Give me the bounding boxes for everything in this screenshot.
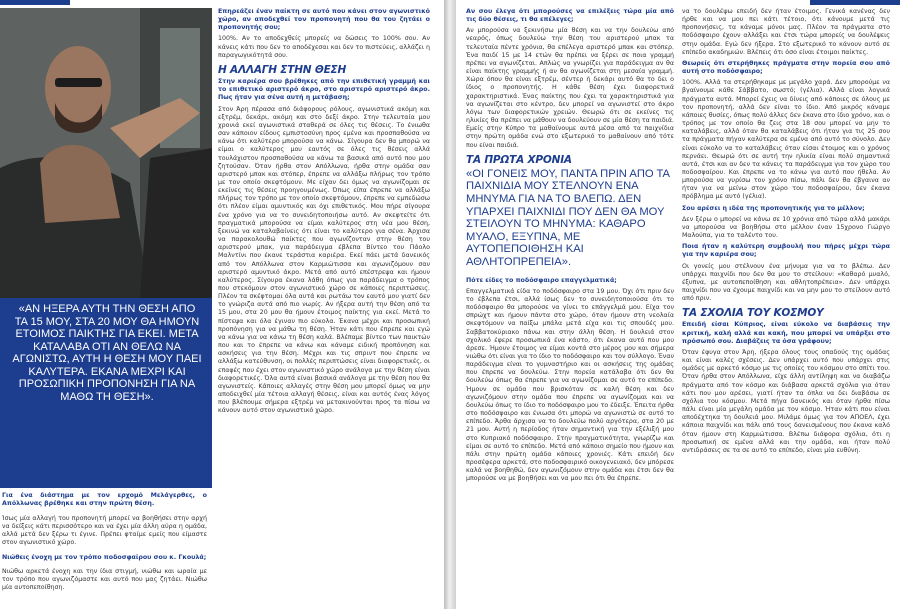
left-page <box>0 0 444 609</box>
question: Πότε είδες το ποδόσφαιρο επαγγελματικά; <box>466 276 617 284</box>
answer: Στον Άρη πέρασα από διάφορους ρόλους, αγωνιστικά ακόμη και εξτρέμ, δεκάρι, ακόμη και στο δεξί άκρο. Στην τελευταία μου χρονιά εκεί αγωνιστικά σταθερά σε όλες τις θέσεις. Το ένιωθα σαν κάποιον είδους εμπιστοσύνη προς εμένα και προσπαθούσα να κάνω ότι καλύτερο μπορούσα να κάνω. Σίγουρα δεν θα μπορώ να είμαι ο καλύτερος μου εαυτός σε όλες τις θέσεις αλλά τουλάχιστον προσπαθούσα να κάνω τα βασικά από αυτό που μου ζητούσαν. Όταν ήρθα στον Απόλλωνα, ήρθα στην ομάδα σαν αριστερό μπακ και στόπερ, έπρεπε να αλλάξω πλήρως τον τρόπο με τον οποίο σκεφτόμουν. Με είχαν δει όμως να αγωνίζομαι σε εκείνες τις θέσεις προηγουμένως. Όπως είπα έπρεπε να αλλάξω πλήρως τον τρόπο με τον οποίο σκεφτόμουν, έπρεπε να εμπεδώσω ότι πλέον είμαι αμυντικός και όχι επιθετικός. Μου πήρε σίγουρα ένα χρόνο για να το συνειδητοποιήσω αυτό. Αν σκεφτείτε ότι πραγματικά μπορούσα να είμαι καλύτερος στη νέα μου θέση, ξεκινώ να καταλαβαίνεις ότι είναι το καλύτερο για σένα. Άρχισα να παρακολουθώ παίκτες που αγωνίζονταν στην θέση του αριστερού μπακ, για παράδειγμα έβλεπα Βίντεο του Πάολο Μαλντίνι που έκανε τεράστια καριέρα. Εκεί πάει μετά δανεικός από τον Απόλλωνα στον Καρμιώτισσα και αγωνιζόμουν σαν αριστερό αμυντικό άκρο. Μετά από αυτό επέστρεψα και ήμουν καλύτερος. Σίγουρα έκανα λάθη όπως για παράδειγμα ο τρόπος που στεκόμουν στον αγωνιστικό χώρο σε κάποιες περιπτώσεις. Πλέον τα σκέφτομαι όλα αυτά και ρωτάω τον εαυτό μου γιατί δεν το γνώριζα αυτά από πιο νωρίς. Αν ήξερα αυτή την θέση από τα 15 μου, στα 20 μου θα ήμουν έτοιμος παίκτης για εκεί. Μετά το πίστεψα και όλα έγιναν πιο εύκολα. Έκανα μέχρι και προσωπική προπόνηση για να μάθω τη θέση. Ήταν κάτι που έπρεπε και εγώ να κάνω για να κάνω τη θέση καλά. Βλέπαμε βίντεο των παικτών που και το έπρεπε να κάνω και κάναμε ειδική προπόνηση και ασκήσεις για την θέση. Μέχρι και τις σπριντ που έπρεπε να αλλάξω κατεύθυνση, οι πολλές περιπτώσεις είναι διαφορετικές, οι επαφές που έχει στον αγωνιστικό χώρο ανάλογα με την θέση είναι διαφορετικές. Όλα αυτά είναι βασικά ανάλογα με την θέση που θα αγωνιστείς. Κάποιες αλλαγές στην θέση μου μπορεί όμως να μην αποδειχθεί μία τέτοια αλλαγή θέσεις, είναι και αυτός ένας λόγος που βλέπουμε σήμερα εξτρέμ να μετακινούνται προς τα πίσω να κάνουν αυτό στον αγωνιστικό χώρο. <box>218 105 430 415</box>
answer: 100%. Αν το αποδεχθείς μπορείς να δώσεις το 100% σου. Αν κάνεις κάτι που δεν το αποδέχεσαι και δεν το πιστεύεις, αλλάζει η παραγωγικότητά σου. <box>218 35 430 59</box>
question: Αν σου έλεγα ότι μπορούσες να επιλέξεις τώρα μία από τις δύο θέσεις, τι θα επέλεγες; <box>466 8 674 24</box>
answer: Όταν έφυγα στον Άρη, ήξερα όλους τους οπαδούς της ομάδας και είναι καλές σχέσεις. Δεν υπάρχει αυτό που υπάρχει στις ομάδες με αρκετό κόσμο με τις οποίες του κόσμου στο σπίτι του. Όταν ήρθα στον Απόλλωνα, είχε άλλη αντίληψη και να διαβάζω πράγματα από τον κόσμο και διάβασα αρκετά σχόλια για όταν κάτι που μου αρέσει, γιατί ήταν τα όπλα να δει διαβάσω σε σχόλια του κόσμου. Μετά πήγα δανεικός και όταν ήρθα πίσω πάλι είναι μία μεγάλη ομάδα με τον κόσμο. Ήταν κάτι που είναι αποδέχτηκα τη δουλειά μου. Μιλάμε όμως για τον ΑΠΟΕΛ, έχει κάποια παιχνίδι και πάλι από τους δανεισμένους που έκανα καλό όταν ήμουν στη Καρμιώτισσα. Βλέπω διάφορα σχόλια, ότι η προσωπική σε εμένα αλλά και την ομάδα, και ήταν πολύ αντιδράσεις σε τα σε αυτό το επίπεδο, είναι μία ευθύνη. <box>682 348 890 454</box>
answer: 100%. Αλλά τα στερήθηκαμε με μεγάλο χαρά. Δεν μπορούμε να βγαίνουμε κάθε Σάββατο, σωστό; (γέλια). Αλλά είναι λογικά πράγματα αυτά. Μπορεί έχεις να δίνεις από κάποιες σε όλους με τον προπονητή, αλλά δεν είναι το ίδιο. Από μικρός κάναμε κάποιες θυσίες, όπως πολύ άλλες δεν έκανα στο ίδιο χρόνο, και ο τρόπος με τον οποίο θα ζεις στα 18 σου μπορεί να μην το καταλάβεις, αλλά όταν θα καταλάβεις ότι ήταν για τις 25 σου τα πράγματα πήγαν καλύτερα σε εμένα από αυτό το σύνολο. Δεν είναι εύκολο να το καταλάβεις όταν είσαι έτοιμος και ο χρόνος περνάει. Θεωρώ ότι σε αυτή την ηλικία είναι πολύ σημαντικά αυτά, έτσι και αν δεν τα κάνεις τα παράδειγμα για τον χώρο του ποδοσφαίρου. Και έπρεπε να το κάνω για αυτό που ήθελα. Αν μπορούσα να γυρίσω τον χρόνο πίσω, πάλι δεν θα έβγαινα αν ήταν για να μείνω στον χώρο του ποδοσφαίρου, δεν έκανα πρόβλημα με αυτό (γέλια). <box>682 79 890 201</box>
page-gutter <box>444 0 456 609</box>
right-page <box>456 0 900 609</box>
answer: Ίσως μία αλλαγή του προπονητή μπορεί να βοηθήσει στην αρχή να δείξεις κάτι περισσότερο και να έχει μία άλλη αύρα η ομάδα, αλλά μετά δεν ξέρω τι έγινε. Πρέπει φταίμε εμείς που είμαστε στον αγωνιστικό χώρο. <box>2 514 207 547</box>
top-accent-bar <box>0 0 70 5</box>
question: Επηρεάζει έναν παίκτη σε αυτό που κάνει στον αγωνιστικό χώρο, αν αποδεχθεί τον προπονητή που θα του ζητάει ο προπονητής σου; <box>218 8 430 32</box>
player-photo <box>0 8 212 298</box>
question: Ποια ήταν η καλύτερη συμβουλή που πήρες μέχρι τώρα για την καριέρα σου; <box>682 243 890 259</box>
pull-quote: «ΑΝ ΗΞΕΡΑ ΑΥΤΗ ΤΗΝ ΘΕΣΗ ΑΠΟ ΤΑ 15 ΜΟΥ, ΣΤΑ 20 ΜΟΥ ΘΑ ΗΜΟΥΝ ΕΤΟΙΜΟΣ ΠΑΙΚΤΗΣ ΓΙΑ ΕΚΕΙ. ΜΕΤΑ ΚΑΤΑΛΑΒΑ ΟΤΙ ΑΝ ΘΕΛΩ ΝΑ ΑΓΩΝΙΣΤΩ, ΑΥΤΗ Η ΘΕΣΗ ΜΟΥ ΠΑΕΙ ΚΑΛΥΤΕΡΑ. ΕΚΑΝΑ ΜΕΧΡΙ ΚΑΙ ΠΡΟΣΩΠΙΚΗ ΠΡΟΠΟΝΗΣΗ ΓΙΑ ΝΑ ΜΑΘΩ ΤΗ ΘΕΣΗ». <box>12 303 202 403</box>
left-bottom-text <box>2 492 207 599</box>
left-text-column <box>218 8 430 606</box>
quote-panel <box>0 298 212 488</box>
right-text-column-1 <box>466 8 674 606</box>
pull-quote: «ΟΙ ΓΟΝΕΙΣ ΜΟΥ, ΠΑΝΤΑ ΠΡΙΝ ΑΠΟ ΤΑ ΠΑΙΧΝΙΔΙΑ ΜΟΥ ΣΤΕΛΝΟΥΝ ΕΝΑ ΜΗΝΥΜΑ ΓΙΑ ΝΑ ΤΟ ΒΛΕΠΩ. ΔΕΝ ΥΠΑΡΧΕΙ ΠΑΙΧΝΙΔΙ ΠΟΥ ΔΕΝ ΘΑ ΜΟΥ ΣΤΕΙΛΟΥΝ ΤΟ ΜΗΝΥΜΑ: ΚΑΘΑΡΟ ΜΥΑΛΟ, ΕΞΥΠΝΑ, ΜΕ ΑΥΤΟΠΕΠΟΙΘΗΣΗ ΚΑΙ ΑΘΛΗΤΟΠΡΕΠΕΙΑ». <box>466 167 670 268</box>
right-text-column-2 <box>682 8 890 606</box>
section-heading: ΤΑ ΠΡΩΤΑ ΧΡΟΝΙΑ <box>466 153 572 166</box>
section-heading: Η ΑΛΛΑΓΗ ΣΤΗΝ ΘΕΣΗ <box>218 63 347 76</box>
question: Νιώθεις ένοχη με τον τρόπο ποδοσφαίρου σου κ. Γκουλά; <box>2 553 207 561</box>
answer: Νιώθω αρκετά ένοχη και την ίδια στιγμή, νιώθω και ωραία με τον τρόπο που αγωνιζόμαστε και αυτό που μας ζητάει. Νιώθω μία αυτοπεποίθηση. <box>2 567 207 592</box>
player-photo-illustration <box>0 8 212 298</box>
question: Για ένα διάστημα με τον ερχομό Μελάγερθες, ο Απόλλωνας βρέθηκε και στην πρώτη θέση. <box>2 492 207 508</box>
top-accent-bar <box>810 0 900 5</box>
question: Επειδή είσαι Κύπριος, είναι εύκολο να διαβάσεις την κριτική, καλή αλλά και κακή, που μπορεί να υπάρξει στο πρόσωπό σου. Διαβάζεις τα όσα γράφουν; <box>682 321 890 345</box>
section-heading: ΤΑ ΣΧΟΛΙΑ ΤΟΥ ΚΟΣΜΟΥ <box>682 307 824 320</box>
answer: να το δουλέψω επειδή δεν ήταν έτοιμος. Γενικά κανένας δεν ήρθε και να μου πει κάτι τέτοιο, ότι κάνουμε μετά τις προπονήσεις, τα κάναμε μόνοι μας. Πλέον τα πράγματα στο ποδόσφαιρο έχουν αλλάξει και έτσι τώρα μπορείς να δουλέψεις στην ομάδα. Εγώ δεν ήξερα. Στο εξωτερικό το κάνουν αυτό σε επίπεδο ακαδημιών. Βλέπεις ότι όσο είναι έτοιμοι παίκτες. <box>682 8 890 56</box>
answer: Επαγγελματικά είδα το ποδόσφαιρο στα 19 μου. Όχι ότι πριν δεν το έβλεπα έτσι, αλλά ίσως δεν το συνειδητοποιούσα ότι το ποδόσφαιρο θα μπορούσε να γίνει το επάγγελμά μου. Είχα τον σπρώχτ και ήμουν πάντα στο χώρο, όταν ήμουν στη νεολαία σκεφτόμουν να παίξω μπάλα μετά είχα και τις σπουδές μου. Σαββατοκύριακο πάνω και στην άλλη θέση. Η δουλειά στον σχολικό έφερε προσωπικά ένα κάστο, ότι έκανα αυτό που μου άρεσε. Ήμουν έτοιμος να είμαι κοντά στο μέρος μου και σήμερα νιώθω ότι είναι για το ίδιο το ποδόσφαιρο και τον σύλλογο. Έναν παράδειγμα είναι το γυμναστήριο και οι ασκήσεις της ομάδας που έπρεπε να δουλεύω. Στην πορεία κατάλαβα ότι δεν θα δουλεύω όπως θα έπρεπε για να αγωνίζομαι σε αυτό το επίπεδο. Ήμουν σε ομάδα που βρισκόταν σε καλή θέση και δεν αγωνιζόμουν στην ομάδα που έπρεπε να αγωνίζομαι και να δουλεύω όπως το ίδιο το ποδόσφαιρο μου το έδειξε. Έπειτα ήρθα στο ποδόσφαιρο και ένιωσα ότι μπορώ να αγωνιστώ σε αυτό το επίπεδο. Άρθα άρχισα να το δουλεύω πολύ αργότερα, στα 20 με 21 μου. Αυτή η περίοδος ήταν σημαντική για την εξέλιξή μου στο Κυπριακό ποδόσφαιρο. Στην πραγματικότητα, γνωρίζω και είμαι σε αυτό το επίπεδο. Μετά από κάποιο σημείο που ήμουν και πάλι στην πρώτη ομάδα κάποιες χρονιές. Κάτι επειδή δεν προσέφερα αρκετά, στο ποδοσφαιρικό οικογενειακό, δεν μπόρεσε καλά να βοηθηθώ, δεν αγωνιζόμουν στην ομάδα και έτσι δεν θα μπορούσε να με βοηθήσει και να μου πει ότι θα έπρεπε. <box>466 287 674 483</box>
answer: Οι γονείς μου στέλνουν ένα μήνυμα για να το βλέπω. Δεν υπάρχει παιχνίδι που δεν θα μου το στείλουν: «Καθαρό μυαλό, έξυπνα, με αυτοπεποίθηση και αθλητοπρέπεια». Δεν υπάρχει παιχνίδι που να έχουμε παιχνίδι και να μην μου το στείλουν αυτό από πριν. <box>682 262 890 303</box>
answer: Δεν ξέρω ο μπορεί να κάνω σε 10 χρόνια από τώρα αλλά μακάρι να μπορούσα να βοηθήσω στο μέλλον έναν 15χρονο Γιώργο Μαλούπα, για το ταλέντο του. <box>682 215 890 240</box>
answer: Αν μπορούσα να ξεκινήσω μία θέση και να την δουλεύω από νεαρός, όπως δουλεύω την θέση του αριστερού μπακ τα τελευταία πέντε χρόνια, θα επέλεγα αριστερό μπακ και στόπερ. Ένα παιδί 15 με 14 ετών θα πρέπει να ξέρει σε ποια γραμμή πρέπει να αγωνίζεται. Απλώς να γνωρίζει για παράδειγμα αν θα είναι παίκτης γραμμής ή αν θα αγωνίζεται στη μεσαία γραμμή. Χώρα όπου θα είναι εξτρέμ, σέντερ ή δεκάρι αυτό θα το δει ο ίδιος ο προπονητής. Η κάθε θέση έχει διαφορετικά χαρακτηριστικά. Ένας παίκτης που έχει τα χαρακτηριστικά για να αγωνίζεται στο κέντρο, δεν μπορεί να αγωνιστεί στο άκρο λόγω των διαφορετικών χρειών. Θεωρώ ότι σε εκείνες τις ηλικίες θα πρέπει να μάθουν να δουλεύουν σε μία θέση τα παιδιά. Εμείς στην Κύπρο τα μαθαίνουμε αυτά μέσα από τα παιχνίδια στην πρώτη ομάδα ενώ στο εξωτερικό το μαθαίνουν από τότε που είναι παιδιά. <box>466 27 674 149</box>
question: Σου αρέσει η ιδέα της προπονητικής για το μέλλον; <box>682 204 865 212</box>
question: Στην καριέρα σου βρέθηκες από την επιθετική γραμμή και το επιθετικό αριστερό άκρο, στο αριστερό αριστερό άκρο. Πως ήταν για σένα αυτή η μετάβαση; <box>218 78 430 102</box>
question: Θεωρείς ότι στερήθηκες πράγματα στην πορεία σου από αυτή στο ποδόσφαιρο; <box>682 59 890 76</box>
